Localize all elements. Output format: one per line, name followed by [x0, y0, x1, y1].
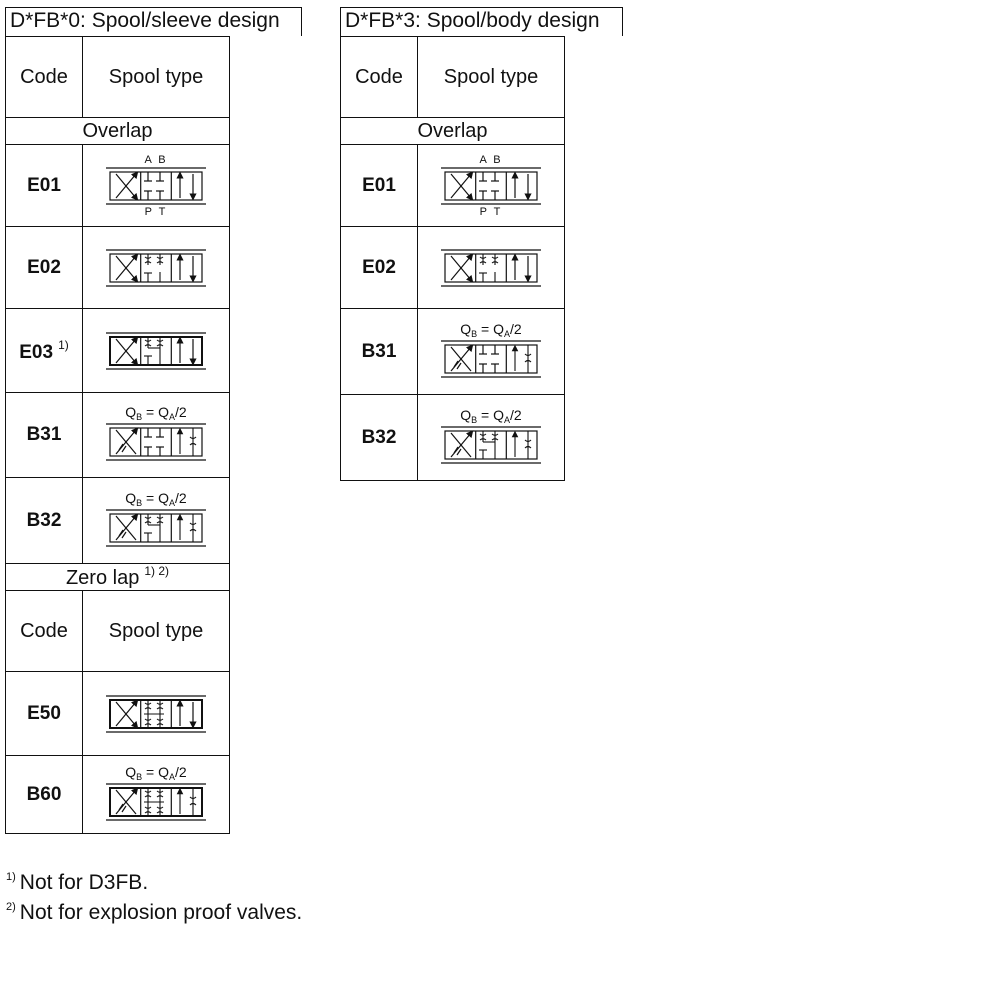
footnote-1: $^{1)}$ Not for D3FB. — [6, 871, 149, 894]
spool-symbol-cell — [418, 395, 565, 481]
spool-symbol-b60 — [106, 782, 206, 822]
spool-symbol-cell — [83, 309, 230, 393]
spool-type-header: Spool type — [83, 591, 230, 672]
right-spool-table — [340, 36, 565, 481]
spool-code: B60 — [6, 756, 83, 834]
port-label-bottom: P T — [479, 205, 503, 218]
spool-symbol-b32 — [441, 425, 541, 465]
spool-symbol-cell — [83, 227, 230, 309]
spool-symbol-cell — [83, 393, 230, 478]
code-header: Code — [6, 37, 83, 118]
table-header-row — [6, 591, 230, 672]
spool-symbol-b32 — [106, 508, 206, 548]
table-row — [341, 309, 565, 395]
spool-code: E02 — [6, 227, 83, 309]
spool-code: B31 — [341, 309, 418, 395]
spool-code: E02 — [341, 227, 418, 309]
table-header-row — [6, 37, 230, 118]
footnote-ref: 1) 2) — [144, 564, 170, 578]
table-row — [341, 145, 565, 227]
port-label-top: A B — [144, 153, 168, 166]
spool-symbol-cell — [418, 309, 565, 395]
table-row — [6, 478, 230, 564]
spool-symbol-b31 — [106, 422, 206, 462]
table-row — [6, 393, 230, 478]
footnote-2: $^{2)}$ Not for explosion proof valves. — [6, 901, 303, 924]
spool-symbol-cell — [83, 672, 230, 756]
spool-symbol-e03 — [106, 331, 206, 371]
table-row — [6, 145, 230, 227]
spool-symbol-cell — [418, 227, 565, 309]
spool-type-header: Spool type — [418, 37, 565, 118]
spool-code: B32 — [6, 478, 83, 564]
table-header-row — [341, 37, 565, 118]
flow-formula: $Q_B = Q_A/2$ — [460, 320, 522, 339]
flow-formula: $Q_B = Q_A/2$ — [460, 406, 522, 425]
spool-symbol-e02 — [441, 248, 541, 288]
code-header: Code — [341, 37, 418, 118]
spool-code: E50 — [6, 672, 83, 756]
table-row — [341, 227, 565, 309]
spool-code: E03 $^{1)}$ — [6, 309, 83, 393]
table-row — [6, 672, 230, 756]
spool-symbol-cell — [83, 478, 230, 564]
table-row — [6, 756, 230, 834]
spool-type-header: Spool type — [83, 37, 230, 118]
spool-symbol-e01 — [106, 166, 206, 206]
spool-code: E01 — [6, 145, 83, 227]
left-table-title: D*FB*0: Spool/sleeve design — [5, 7, 302, 36]
spool-code: B31 — [6, 393, 83, 478]
overlap-section-label: Overlap — [6, 118, 230, 145]
left-spool-table — [5, 36, 230, 834]
flow-formula: $Q_B = Q_A/2$ — [125, 763, 187, 782]
port-label-top: A B — [479, 153, 503, 166]
spool-symbol-cell — [83, 145, 230, 227]
zero-lap-section-label: Zero lap $^{1) 2)}$ — [6, 564, 230, 591]
right-table-title: D*FB*3: Spool/body design — [340, 7, 623, 36]
table-row — [6, 227, 230, 309]
flow-formula: $Q_B = Q_A/2$ — [125, 489, 187, 508]
spool-symbol-cell — [83, 756, 230, 834]
spool-code: E01 — [341, 145, 418, 227]
code-header: Code — [6, 591, 83, 672]
table-row — [341, 395, 565, 481]
spool-code: B32 — [341, 395, 418, 481]
footnote-ref: 1) — [58, 337, 69, 352]
spool-symbol-e02 — [106, 248, 206, 288]
spool-symbol-cell — [418, 145, 565, 227]
port-label-bottom: P T — [144, 205, 168, 218]
table-row — [6, 309, 230, 393]
spool-symbol-b31 — [441, 339, 541, 379]
overlap-section-label: Overlap — [341, 118, 565, 145]
flow-formula: $Q_B = Q_A/2$ — [125, 404, 187, 422]
spool-symbol-e50 — [106, 694, 206, 734]
spool-symbol-e01 — [441, 166, 541, 206]
